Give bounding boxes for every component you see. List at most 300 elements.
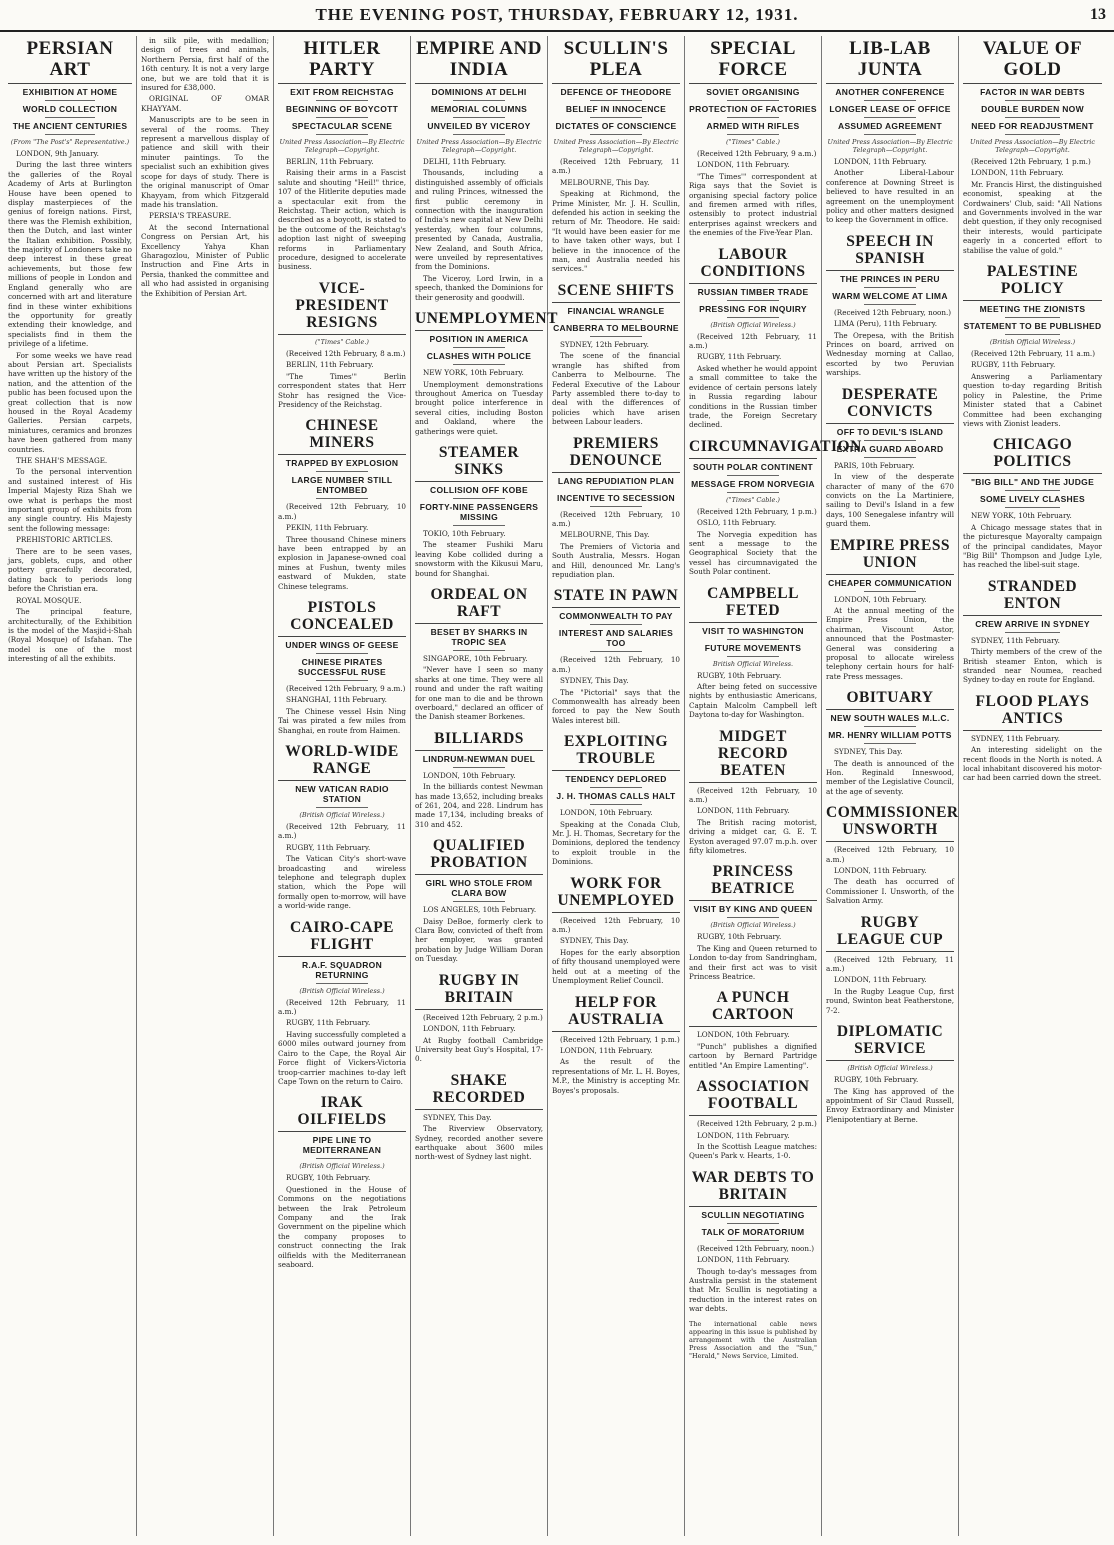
article-paragraph: TOKIO, 10th February. — [423, 528, 506, 538]
article-headline: SHAKE RECORDED — [415, 1070, 543, 1110]
article-credit: ("Times" Cable.) — [726, 495, 780, 504]
article-subheading: FUTURE MOVEMENTS — [704, 642, 802, 653]
article — [689, 987, 817, 1070]
page-number: 13 — [1090, 6, 1106, 23]
article-subheading: THE ANCIENT CENTURIES — [12, 121, 128, 131]
article-paragraph: (Received 12th February, 10 a.m.) — [552, 915, 680, 935]
article-subheading: INTEREST AND SALARIES TOO — [558, 628, 674, 649]
article-subheading: J. H. THOMAS CALLS HALT — [556, 791, 676, 802]
article — [415, 835, 543, 963]
subheading-rule — [453, 650, 504, 651]
article-paragraph: NEW YORK, 10th February. — [971, 511, 1072, 521]
article-paragraph: (Received 12th February, 1 p.m.) — [560, 1034, 680, 1044]
subheading-rule — [1005, 507, 1061, 508]
article-paragraph: (Received 12th February, 10 a.m.) — [552, 655, 680, 674]
subheading-rule — [1005, 334, 1061, 335]
subheading-rule — [590, 117, 641, 118]
article-body — [278, 684, 406, 735]
article-body — [552, 510, 680, 580]
article-paragraph: RUGBY, 11th February. — [286, 1018, 371, 1028]
article-credit: United Press Association—By Electric Telegraph—Copyright. — [553, 138, 679, 154]
article-paragraph: LONDON, 10th February. — [423, 770, 516, 780]
article-paragraph: At Rugby football Cambridge University beat Guy's Hospital, 17-0. — [415, 1035, 543, 1064]
article-headline: IRAK OILFIELDS — [278, 1092, 406, 1132]
article-headline: RUGBY IN BRITAIN — [415, 970, 543, 1010]
article-headline: FLOOD PLAYS ANTICS — [963, 691, 1102, 731]
article-body — [963, 636, 1102, 685]
article — [826, 1021, 954, 1124]
article-headline: WORK FOR UNEMPLOYED — [552, 873, 680, 913]
article-paragraph: As the result of the representations of Mr. L. H. Boyes, M.P., the Ministry is accepting Mr. Boyes's proposals. — [552, 1057, 680, 1095]
article-headline: HELP FOR AUSTRALIA — [552, 992, 680, 1032]
column-7 — [822, 36, 959, 1536]
article-paragraph: (Received 12th February, 2 p.m.) — [423, 1012, 543, 1022]
article-paragraph: LONDON, 11th February. — [834, 866, 927, 876]
article — [826, 535, 954, 682]
article-subheading: BEGINNING OF BOYCOTT — [285, 104, 399, 114]
article-headline: DESPERATE CONVICTS — [826, 384, 954, 424]
subheading-rule — [453, 498, 504, 499]
article-paragraph: LONDON, 11th February. — [834, 157, 927, 166]
article — [689, 1076, 817, 1161]
article-body — [415, 529, 543, 578]
article — [963, 434, 1102, 569]
article-body — [689, 1119, 817, 1161]
article-subheading: OFF TO DEVIL'S ISLAND — [836, 426, 944, 437]
article — [689, 436, 862, 577]
article-body — [689, 932, 817, 981]
article-paragraph: LONDON, 10th February. — [560, 808, 653, 818]
article-subheading: CANBERRA TO MELBOURNE — [553, 322, 679, 333]
article-headline: VICE-PRESIDENT RESIGNS — [278, 278, 406, 335]
article-subheading: INCENTIVE TO SECESSION — [557, 492, 675, 503]
article-headline: MIDGET RECORD BEATEN — [689, 726, 817, 783]
article-paragraph: At the second International Congress on Persian Art, his Excellency Yahya Khan Gharagozlou, Minister of Public Instruction and Fine Arts in Persia, thanked the committee and all who had assisted in organising the Exhibition of Persian Art. — [141, 222, 269, 298]
article-paragraph: "Never have I seen so many sharks at one time. They were all round and under the raft waiting for one man to die and be thrown overboard," declared an officer of the Danish steamer Borkenes. — [415, 665, 543, 722]
subheading-rule — [453, 901, 504, 902]
article — [278, 741, 406, 911]
article-paragraph: SYDNEY, This Day. — [423, 1112, 492, 1122]
article — [278, 917, 406, 1087]
article-paragraph: SYDNEY, 12th February. — [560, 339, 649, 349]
article — [963, 691, 1102, 783]
article-paragraph: in silk pile, with medallion; design of trees and animals, Northern Persia, first half of the 16th century. It is not a very large one, but we are told that it is insured for £38,000. — [141, 36, 269, 93]
subheading-rule — [1005, 117, 1061, 118]
subheading-rule — [590, 651, 641, 652]
article-subheading: SCULLIN NEGOTIATING — [701, 1209, 805, 1220]
article-paragraph: (Received 12th February, 10 a.m.) — [689, 785, 817, 804]
article-subheading: "BIG BILL" AND THE JUDGE — [970, 477, 1095, 488]
article-subheading: THE PRINCES IN PERU — [840, 273, 940, 284]
article-paragraph: (Received 12th February, 11 a.m.) — [689, 331, 817, 351]
article-headline: WAR DEBTS TO BRITAIN — [689, 1167, 817, 1207]
article-body — [552, 655, 680, 725]
article-body — [278, 998, 406, 1087]
article-paragraph: Answering a Parliamentary question to-day regarding British policy in Palestine, the Prime Minister stated that a Cabinet Committee had been exchanging views with Zionist leaders. — [963, 371, 1102, 428]
article-paragraph: An interesting sidelight on the recent floods in the North is noted. A local inhabitant discovered his motor-car had been carried down the street. — [963, 745, 1102, 783]
article-paragraph: The scene of the financial wrangle has shifted from Canberra to Melbourne. The Federal Executive of the Labour Party assembled there to-day to deal with the differences of policies which have arisen between Labour leaders. — [552, 351, 680, 427]
article-subheading: VISIT TO WASHINGTON — [702, 625, 804, 636]
article-paragraph: Asked whether he would appoint a small committee to take the evidence of certain persons lately in Russia regarding labour conditions in the Russian timber trade, the Foreign Secretary declined. — [689, 363, 817, 430]
article — [689, 1167, 817, 1314]
article-paragraph: To the personal intervention and sustained interest of His Imperial Majesty Riza Shah we owe what is perhaps the most important group of exhibits from any single country. His Majesty sent the following message: — [8, 467, 132, 533]
article-body — [278, 502, 406, 591]
article-paragraph: SHANGHAI, 11th February. — [286, 695, 387, 705]
subheading-rule — [864, 440, 915, 441]
article-paragraph: (Received 12th February, noon.) — [697, 1243, 815, 1253]
article — [415, 584, 543, 722]
article-paragraph: LONDON, 11th February. — [697, 1130, 790, 1140]
article-paragraph: SYDNEY, This Day. — [560, 676, 629, 686]
article-subheading: LANG REPUDIATION PLAN — [557, 475, 675, 486]
article-body — [689, 332, 817, 430]
article — [552, 585, 680, 725]
article — [963, 36, 1102, 255]
article-body — [963, 157, 1102, 255]
article-paragraph: (Received 12th February, 11 a.m.) — [826, 954, 954, 974]
article-paragraph: RUGBY, 11th February. — [286, 842, 371, 852]
subheading-rule — [1005, 100, 1061, 101]
article-headline: A PUNCH CARTOON — [689, 987, 817, 1027]
subheading-rule — [590, 336, 641, 337]
article-headline: BILLIARDS — [415, 728, 543, 751]
article-paragraph: The death has occurred of Commissioner I. Unsworth, of the Salvation Army. — [826, 877, 954, 906]
article-credit: (From "The Post's" Representative.) — [10, 138, 130, 146]
subheading-rule — [864, 134, 915, 135]
subheading-rule — [590, 134, 641, 135]
article-body — [415, 368, 543, 436]
article — [552, 731, 680, 866]
article-body — [963, 511, 1102, 569]
article-paragraph: There are to be seen vases, jars, goblets, cups, and other pottery gracefully decorated, dating back to periods long before the Christian era. — [8, 546, 132, 594]
article-paragraph: Mr. Francis Hirst, the distinguished economist, speaking at the Cordwainers' Club, said: "All Nations and Governments involved in the war debt question, if they only recognised their interests, would participate eagerly in a concerted effort to stabilise the value of gold." — [963, 179, 1102, 255]
article-paragraph: SYDNEY, 11th February. — [971, 635, 1060, 645]
article-paragraph: The Vatican City's short-wave broadcasting and wireless telephone and telegraph duplex station, which the Pope will formally open to-morrow, will have a world-wide range. — [278, 854, 406, 911]
subheading-rule — [727, 117, 778, 118]
article-paragraph: "Punch" publishes a dignified cartoon by Bernard Partridge entitled "An Empire Lamenting". — [689, 1041, 817, 1070]
article-headline: SCENE SHIFTS — [552, 280, 680, 303]
article-paragraph: BERLIN, 11th February. — [286, 157, 374, 166]
article-subheading: FACTOR IN WAR DEBTS — [980, 87, 1085, 97]
masthead-title: THE EVENING POST, THURSDAY, FEBRUARY 12, 1931. — [315, 5, 799, 24]
subheading-rule — [45, 100, 95, 101]
article-credit: United Press Association—By Electric Telegraph—Copyright. — [416, 138, 542, 154]
article-paragraph: ROYAL MOSQUE. — [16, 595, 82, 605]
article-subheading: LARGE NUMBER STILL ENTOMBED — [291, 475, 393, 496]
article-paragraph: Manuscripts are to be seen in several of the rooms. They represent a marvellous display of patience and skill with their minuter paintings. To the specialist such an exhibition gives scope for days of study. There is the original manuscript of Omar Khayyam, from which Fitzgerald made his translation. — [141, 115, 269, 209]
article-subheading: EXHIBITION AT HOME — [22, 87, 118, 97]
article-paragraph: MELBOURNE, This Day. — [560, 530, 650, 540]
article — [278, 1092, 406, 1269]
article-headline: RUGBY LEAGUE CUP — [826, 912, 954, 952]
article-body — [278, 822, 406, 911]
subheading-rule — [590, 319, 641, 320]
article-paragraph: PERSIA'S TREASURE. — [149, 211, 232, 221]
article-subheading: COLLISION OFF KOBE — [430, 484, 528, 495]
article-body — [415, 157, 543, 302]
article-paragraph: LONDON, 11th February. — [971, 168, 1064, 178]
article-body — [963, 734, 1102, 783]
article-paragraph: RUGBY, 10th February. — [286, 1173, 371, 1183]
article-subheading: POSITION IN AMERICA — [429, 334, 529, 345]
cable-footnote: The international cable news appearing in this issue is published by arrangement with the Australian Press Association and the "Sun," "Herald," News Service, Limited. — [689, 1319, 817, 1360]
subheading-rule — [590, 624, 641, 625]
article — [8, 36, 132, 664]
column-1 — [4, 36, 137, 1536]
subheading-rule — [864, 743, 915, 744]
article-paragraph: SINGAPORE, 10th February. — [423, 653, 528, 663]
article — [552, 433, 680, 580]
article-subheading: ASSUMED AGREEMENT — [838, 121, 942, 131]
article-headline: PRINCESS BEATRICE — [689, 861, 817, 901]
subheading-rule — [316, 471, 367, 472]
article-paragraph: OSLO, 11th February. — [697, 518, 777, 528]
article-headline: VALUE OF GOLD — [963, 36, 1102, 84]
article-subheading: R.A.F. SQUADRON RETURNING — [301, 959, 383, 980]
article — [963, 261, 1102, 428]
article-subheading: COMMONWEALTH TO PAY — [559, 611, 673, 622]
article — [141, 36, 269, 298]
article-subheading: ARMED WITH RIFLES — [706, 121, 800, 131]
article-paragraph: The steamer Fushiki Maru leaving Kobe collided during a snowstorm with the Kikusui Maru, bound for Shanghai. — [415, 540, 543, 578]
article-paragraph: (Received 12th February, 8 a.m.) — [286, 348, 406, 358]
article — [552, 873, 680, 986]
subheading-rule — [590, 506, 641, 507]
subheading-rule — [45, 117, 95, 118]
article-body — [689, 1244, 817, 1314]
article-paragraph: Daisy DeBoe, formerly clerk to Clara Bow, convicted of theft from her employer, was granted probation by Judge William Doran on Tuesday. — [415, 916, 543, 964]
article-paragraph: (Received 12th February, 11 a.m.) — [278, 997, 406, 1017]
article-headline: LABOUR CONDITIONS — [689, 244, 817, 284]
article-paragraph: During the last three winters the galleries of the Royal Academy of Arts at Burlington House have been opened to display masterpieces of the genius of foreign nations. First, there was the Flemish exhibition, then the Dutch, and last winter the Italian exhibition. Possibly, the majority of Londoners take no deep interest in these great achievements, but those few millions of people in London and England generally who are concerned with art and literature find in these winter exhibitions the opportunity for greatly extending their knowledge, and specialists find in them the privilege of a lifetime. — [8, 160, 132, 349]
subheading-rule — [727, 475, 778, 476]
column-3 — [274, 36, 411, 1536]
subheading-rule — [45, 134, 95, 135]
article-body — [826, 1075, 954, 1124]
article-subheading: NEW VATICAN RADIO STATION — [295, 784, 389, 804]
article-paragraph: (Received 12th February, 10 a.m.) — [552, 509, 680, 528]
article-subheading: CLASHES WITH POLICE — [426, 351, 532, 362]
article-paragraph: A Chicago message states that in the picturesque Mayoralty campaign of the principal candidates, Mayor "Big Bill" Thompson and Judge Lyle, has reached the libel-suit stage. — [963, 522, 1102, 570]
article-body — [552, 808, 680, 866]
article-paragraph: "The Times'" Berlin correspondent states that Herr Stohr has resigned the Vice-Presidency of the Reichstag. — [278, 371, 406, 409]
article-paragraph: For some weeks we have read about Persian art. Specialists have written up the history of the nation, and the attention of the public has been focused upon the great collection that is now housed in the Royal Academy Galleries. Persian carpets, miniatures, ceramics and bronzes have been gathered from many countries. — [8, 350, 132, 454]
article-subheading: FINANCIAL WRANGLE — [567, 305, 665, 316]
article-body — [689, 1030, 817, 1070]
article-subheading: FORTY-NINE PASSENGERS MISSING — [419, 501, 539, 522]
article-paragraph: In the billiards contest Newman has made 13,652, including breaks of 261, 204, and 228. Lindrum has made 17,134, including breaks of 310 and 452. — [415, 782, 543, 829]
article-paragraph: LONDON, 11th February. — [697, 160, 790, 170]
subheading-rule — [727, 639, 778, 640]
article-headline: ASSOCIATION FOOTBALL — [689, 1076, 817, 1116]
article-paragraph: Another Liberal-Labour conference at Downing Street is believed to have resulted in an agreement on the unemployment policy and other matters designed to keep the Government in office. — [826, 168, 954, 225]
article-headline: PALESTINE POLICY — [963, 261, 1102, 301]
article-headline: EXPLOITING TROUBLE — [552, 731, 680, 771]
article-headline: UNEMPLOYMENT — [415, 308, 543, 331]
article-subheading: TRAPPED BY EXPLOSION — [285, 458, 399, 469]
article-paragraph: LOS ANGELES, 10th February. — [423, 905, 537, 915]
article-credit: (British Official Wireless.) — [989, 338, 1076, 347]
article-paragraph: LONDON, 11th February. — [423, 1024, 516, 1034]
article-body — [278, 1173, 406, 1269]
article-body — [415, 654, 543, 722]
article-paragraph: In view of the desperate character of many of the 670 convicts on the La Martiniere, sailing to Devil's Island in a few days, 100 Senegalese infantry will guard them. — [826, 472, 954, 529]
subheading-rule — [316, 134, 367, 135]
article-paragraph: Speaking at Richmond, the Prime Minister, Mr. J. H. Scullin, defended his action in seeking the return of Mr. Theodore. He said: "It would have been easier for me to have taken other ways, but I believe in the innocence of the man, and Australia needed his services." — [552, 189, 680, 274]
subheading-rule — [864, 100, 915, 101]
article-body — [415, 1013, 543, 1064]
article-paragraph: LONDON, 9th January. — [16, 149, 99, 158]
article — [689, 583, 817, 720]
article — [278, 597, 406, 735]
subheading-rule — [453, 100, 504, 101]
article-headline: LIB-LAB JUNTA — [826, 36, 954, 84]
article-paragraph: (Received 12th February, 11 a.m.) — [278, 822, 406, 841]
article-paragraph: NEW YORK, 10th February. — [423, 368, 524, 378]
subheading-rule — [864, 117, 915, 118]
article-subheading: UNVEILED BY VICEROY — [427, 121, 531, 131]
article-credit: (British Official Wireless.) — [299, 811, 385, 819]
article-paragraph: RUGBY, 10th February. — [834, 1075, 919, 1085]
subheading-rule — [864, 304, 915, 305]
article-credit: (British Official Wireless.) — [299, 986, 385, 995]
article-paragraph: RUGBY, 11th February. — [697, 352, 782, 362]
article-paragraph: The Riverview Observatory, Sydney, recorded another severe earthquake about 3600 miles north-west of Sydney last night. — [415, 1124, 543, 1162]
article-credit: ("Times" Cable.) — [315, 337, 369, 346]
article-headline: CAIRO-CAPE FLIGHT — [278, 917, 406, 957]
article-subheading: RUSSIAN TIMBER TRADE — [697, 286, 809, 297]
article-body — [826, 845, 954, 905]
article-paragraph: THE SHAH'S MESSAGE. — [16, 456, 108, 465]
article-body — [552, 1035, 680, 1095]
article-paragraph: The "Pictorial" says that the Commonwealth has already been forced to pay the New South Wales interest bill. — [552, 687, 680, 725]
article-subheading: CHINESE PIRATES SUCCESSFUL RUSE — [298, 656, 386, 677]
article-paragraph: The British racing motorist, driving a midget car, G. E. T. Eyston averaged 97.07 m.p.h. over fifty kilometres. — [689, 817, 817, 856]
article-paragraph: Hopes for the early absorption of fifty thousand unemployed were held out at a meeting of the Unemployment Relief Council. — [552, 947, 680, 986]
article-subheading: EXTRA GUARD ABOARD — [836, 443, 944, 454]
article-paragraph: Three thousand Chinese miners have been entrapped by an explosion in Japanese-owned coal mines at Fushun, twenty miles eastward of Mukden, state Chinese telegrams. — [278, 534, 406, 591]
article-subheading: SOVIET ORGANISING — [706, 87, 800, 97]
article-subheading: TALK OF MORATORIUM — [701, 1226, 805, 1237]
article-body — [141, 36, 269, 298]
column-5 — [548, 36, 685, 1536]
article-headline: COMMISSIONER UNSWORTH — [826, 802, 954, 842]
article-paragraph: Raising their arms in a Fascist salute and shouting "Heil!" thrice, 107 of the Hitlerite deputies made a spectacular exit from the Reichstag. Their action, which is described as a boycott, is stated to be the outcome of the Reichstag's adoption last night of sweeping reforms in Parliamentary procedure, designed to accelerate business. — [278, 168, 406, 272]
article — [415, 36, 543, 302]
article-paragraph: Speaking at the Conada Club, Mr. J. H. Thomas, Secretary for the Dominions, deplored the tendency to exploit trouble in the Dominions. — [552, 819, 680, 867]
article-paragraph: RUGBY, 10th February. — [697, 670, 782, 680]
article-paragraph: (Received 12th February, 11 a.m.) — [552, 157, 680, 176]
article-headline: STRANDED ENTON — [963, 576, 1102, 616]
subheading-rule — [453, 767, 504, 768]
article-subheading: MESSAGE FROM NORVEGIA — [691, 478, 815, 489]
article-credit: (British Official Wireless.) — [710, 320, 796, 329]
subheading-rule — [590, 804, 641, 805]
article-credit: (British Official Wireless.) — [710, 921, 796, 930]
article-subheading: EXIT FROM REICHSTAG — [290, 87, 394, 97]
article-headline: PISTOLS CONCEALED — [278, 597, 406, 637]
article-paragraph: (Received 12th February, 1 p.m.) — [697, 506, 817, 516]
article — [415, 1070, 543, 1162]
article-paragraph: The Chinese vessel Hsin Ning Tai was pirated a few miles from Shanghai, en route from Haimen. — [278, 706, 406, 735]
column-2 — [137, 36, 274, 1536]
article — [278, 278, 406, 409]
article-subheading: BESET BY SHARKS IN TROPIC SEA — [430, 626, 528, 647]
article-body — [415, 1113, 543, 1162]
article-body — [278, 349, 406, 409]
article — [278, 36, 406, 272]
article — [826, 36, 954, 225]
article-paragraph: BERLIN, 11th February. — [286, 360, 374, 370]
article-subheading: VISIT BY KING AND QUEEN — [693, 904, 813, 915]
article-headline: HITLER PARTY — [278, 36, 406, 84]
subheading-rule — [727, 656, 778, 657]
article-paragraph: LIMA (Peru), 11th February. — [834, 319, 938, 329]
article-paragraph: The King and Queen returned to London to-day from Sandringham, and their first act was to visit Princess Beatrice. — [689, 943, 817, 982]
article-paragraph: PEKIN, 11th February. — [286, 523, 369, 533]
article — [552, 36, 680, 274]
article-headline: OBITUARY — [826, 687, 954, 710]
subheading-rule — [864, 287, 915, 288]
article-paragraph: PREHISTORIC ARTICLES. — [16, 535, 113, 545]
article-paragraph: The Viceroy, Lord Irwin, in a speech, thanked the Dominions for their generosity and goodwill. — [415, 273, 543, 302]
masthead — [0, 0, 1114, 32]
article-body — [689, 507, 817, 577]
subheading-rule — [590, 787, 641, 788]
article-body — [278, 157, 406, 272]
subheading-rule — [727, 134, 778, 135]
article-credit: United Press Association—By Electric Telegraph—Copyright. — [279, 138, 405, 154]
article-paragraph: RUGBY, 11th February. — [971, 360, 1056, 370]
article-paragraph: After being feted on successive nights by enthusiastic Americans, Captain Malcolm Campbell left Daytona to-day for Washington. — [689, 681, 817, 720]
article-paragraph: LONDON, 11th February. — [560, 1045, 653, 1055]
article-headline: STATE IN PAWN — [552, 585, 680, 608]
article-paragraph: (Received 12th February, 10 a.m.) — [826, 845, 954, 864]
article-paragraph: ORIGINAL OF OMAR KHAYYAM. — [141, 94, 269, 113]
article-paragraph: (Received 12th February, noon.) — [834, 307, 952, 317]
article-paragraph: (Received 12th February, 1 p.m.) — [971, 157, 1091, 166]
article-body — [689, 671, 817, 720]
article-paragraph: The Premiers of Victoria and South Australia, Messrs. Hogan and Hill, denounced Mr. Lang's repudiation plan. — [552, 541, 680, 579]
column-8 — [959, 36, 1106, 1536]
subheading-rule — [590, 489, 641, 490]
article-body — [552, 157, 680, 274]
article-headline: SCULLIN'S PLEA — [552, 36, 680, 84]
article-paragraph: PARIS, 10th February. — [834, 460, 915, 470]
article-body — [552, 340, 680, 427]
article-subheading: CHEAPER COMMUNICATION — [828, 577, 952, 588]
article — [826, 384, 954, 529]
article-subheading: PROTECTION OF FACTORIES — [689, 104, 817, 114]
article-body — [415, 771, 543, 829]
article-body — [826, 157, 954, 225]
article-paragraph: (Received 12th February, 10 a.m.) — [278, 502, 406, 521]
subheading-rule — [316, 807, 367, 808]
article — [552, 992, 680, 1095]
subheading-rule — [727, 300, 778, 301]
article — [415, 728, 543, 829]
article-headline: CHINESE MINERS — [278, 415, 406, 455]
article-subheading: NEW SOUTH WALES M.L.C. — [830, 713, 950, 724]
subheading-rule — [1005, 632, 1061, 633]
subheading-rule — [727, 317, 778, 318]
subheading-rule — [316, 117, 367, 118]
article-body — [826, 955, 954, 1015]
article-subheading: GIRL WHO STOLE FROM CLARA BOW — [425, 878, 533, 899]
article — [552, 280, 680, 427]
article-paragraph: LONDON, 10th February. — [697, 1030, 790, 1040]
article-paragraph: SYDNEY, This Day. — [834, 747, 903, 757]
